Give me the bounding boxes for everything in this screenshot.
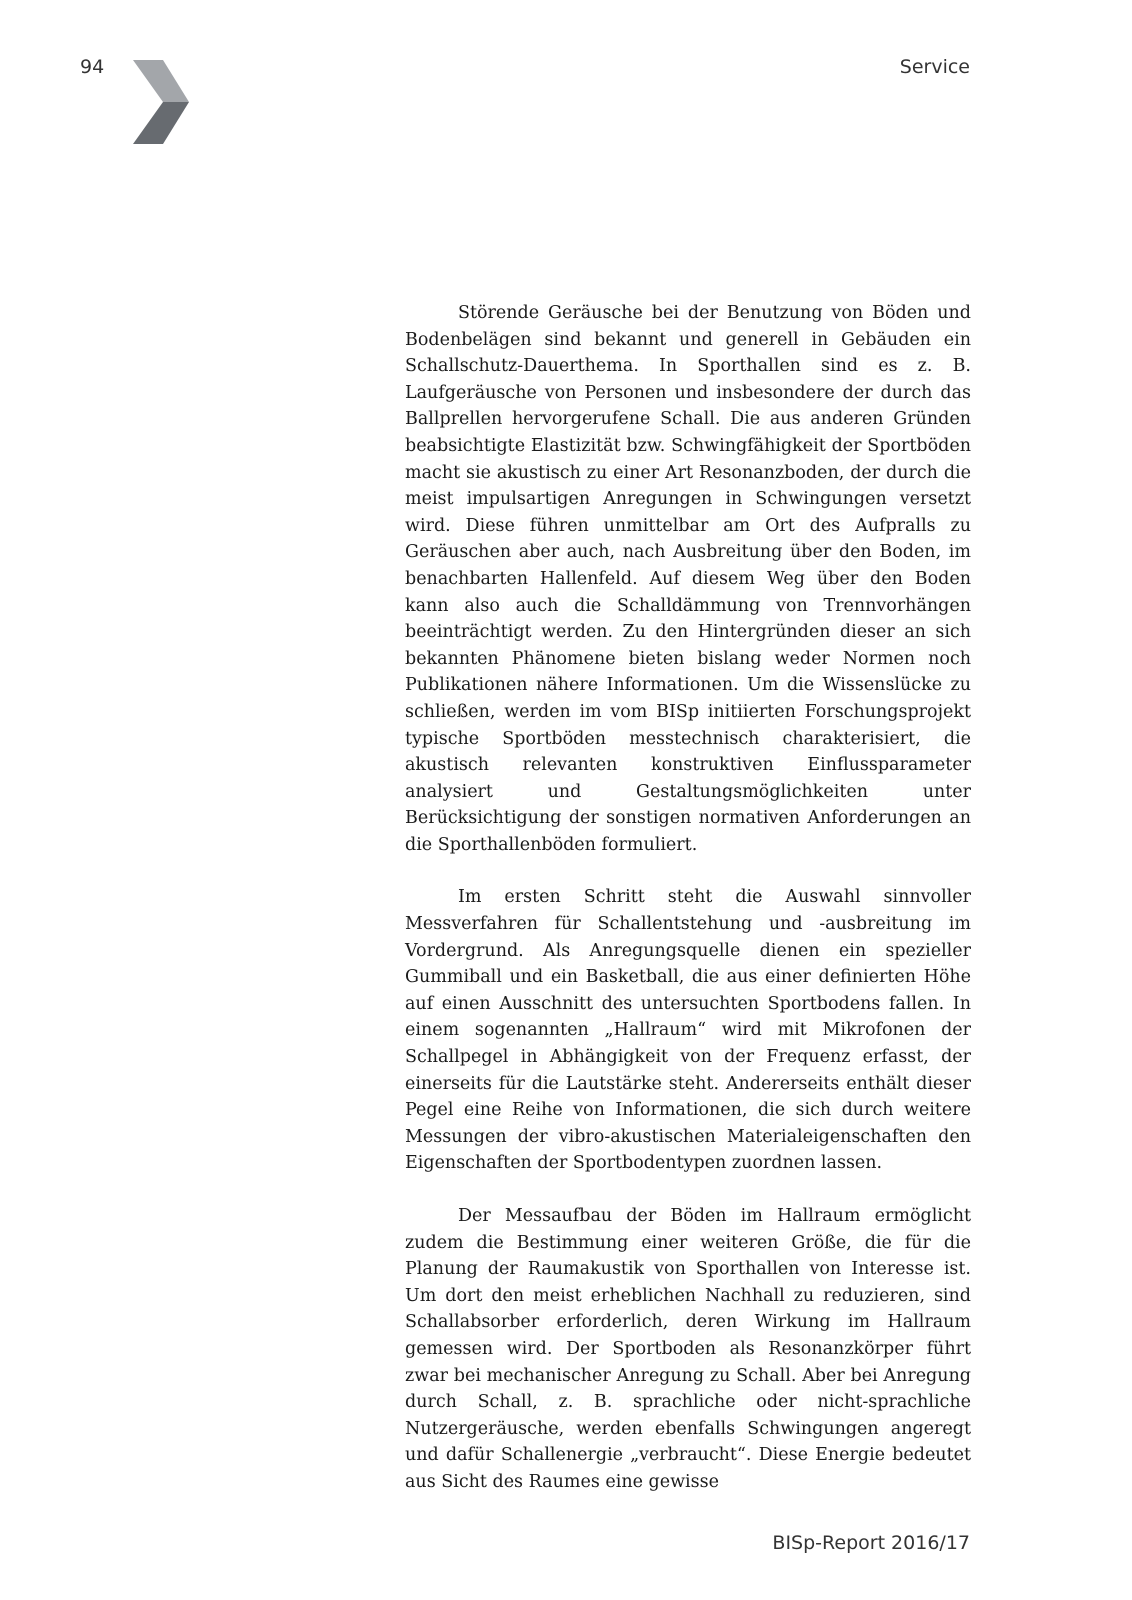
section-label: Service bbox=[899, 56, 970, 78]
chevron-upper-half bbox=[133, 60, 189, 102]
footer-publication: BISp-Report 2016/17 bbox=[772, 1532, 970, 1554]
paragraph: Der Messaufbau der Böden im Hallraum ermöglicht zudem die Bestimmung einer weiteren Größe, die für die Planung der Raumakustik von Sporthallen von Interesse ist. Um dort den meist erheblichen Nachhall zu reduzieren, sind Schallabsorber erforderlich, deren Wirkung im Hallraum gemessen wird. Der Sportboden als Resonanzkörper führt zwar bei mechanischer Anregung zu Schall. Aber bei Anregung durch Schall, z. B. sprachliche oder nicht-sprachliche Nutzergeräusche, werden ebenfalls Schwingungen angeregt und dafür Schallenergie „verbraucht“. Diese Energie bedeutet aus Sicht des Raumes eine gewisse bbox=[405, 1206, 971, 1492]
page-number: 94 bbox=[80, 56, 105, 78]
article-body bbox=[405, 300, 971, 1522]
paragraph: Störende Geräusche bei der Benutzung von Böden und Bodenbelägen sind bekannt und generell in Gebäuden ein Schallschutz-Dauerthema. In Sporthallen sind es z. B. Laufgeräusche von Personen und insbesondere der durch das Ballprellen hervorgerufene Schall. Die aus anderen Gründen beabsichtigte Elastizität bzw. Schwingfähigkeit der Sportböden macht sie akustisch zu einer Art Resonanzboden, der durch die meist impulsartigen Anregungen in Schwingungen versetzt wird. Diese führen unmittelbar am Ort des Aufpralls zu Geräuschen aber auch, nach Ausbreitung über den Boden, im benachbarten Hallenfeld. Auf diesem Weg über den Boden kann also auch die Schalldämmung von Trennvorhängen beeinträchtigt werden. Zu den Hintergründen dieser an sich bekannten Phänomene bieten bislang weder Normen noch Publikationen nähere Informationen. Um die Wissenslücke zu schließen, werden im vom BISp initiierten Forschungsprojekt typische Sportböden messtechnisch charakterisiert, die akustisch relevanten konstruktiven Einflussparameter analysiert und Gestaltungsmöglichkeiten unter Berücksichtigung der sonstigen normativen Anforderungen an die Sporthallenböden formuliert. bbox=[405, 303, 971, 855]
paragraph: Im ersten Schritt steht die Auswahl sinnvoller Messverfahren für Schallentstehung und -ausbreitung im Vordergrund. Als Anregungsquelle dienen ein spezieller Gummiball und ein Basketball, die aus einer definierten Höhe auf einen Ausschnitt des untersuchten Sportbodens fallen. In einem sogenannten „Hallraum“ wird mit Mikrofonen der Schallpegel in Abhängigkeit von der Frequenz erfasst, der einerseits für die Lautstärke steht. Andererseits enthält dieser Pegel eine Reihe von Informationen, die sich durch weitere Messungen der vibro-akustischen Materialeigenschaften den Eigenschaften der Sportbodentypen zuordnen lassen. bbox=[405, 887, 971, 1174]
chevron-right-icon bbox=[133, 60, 189, 144]
chevron-lower-half bbox=[133, 102, 189, 144]
